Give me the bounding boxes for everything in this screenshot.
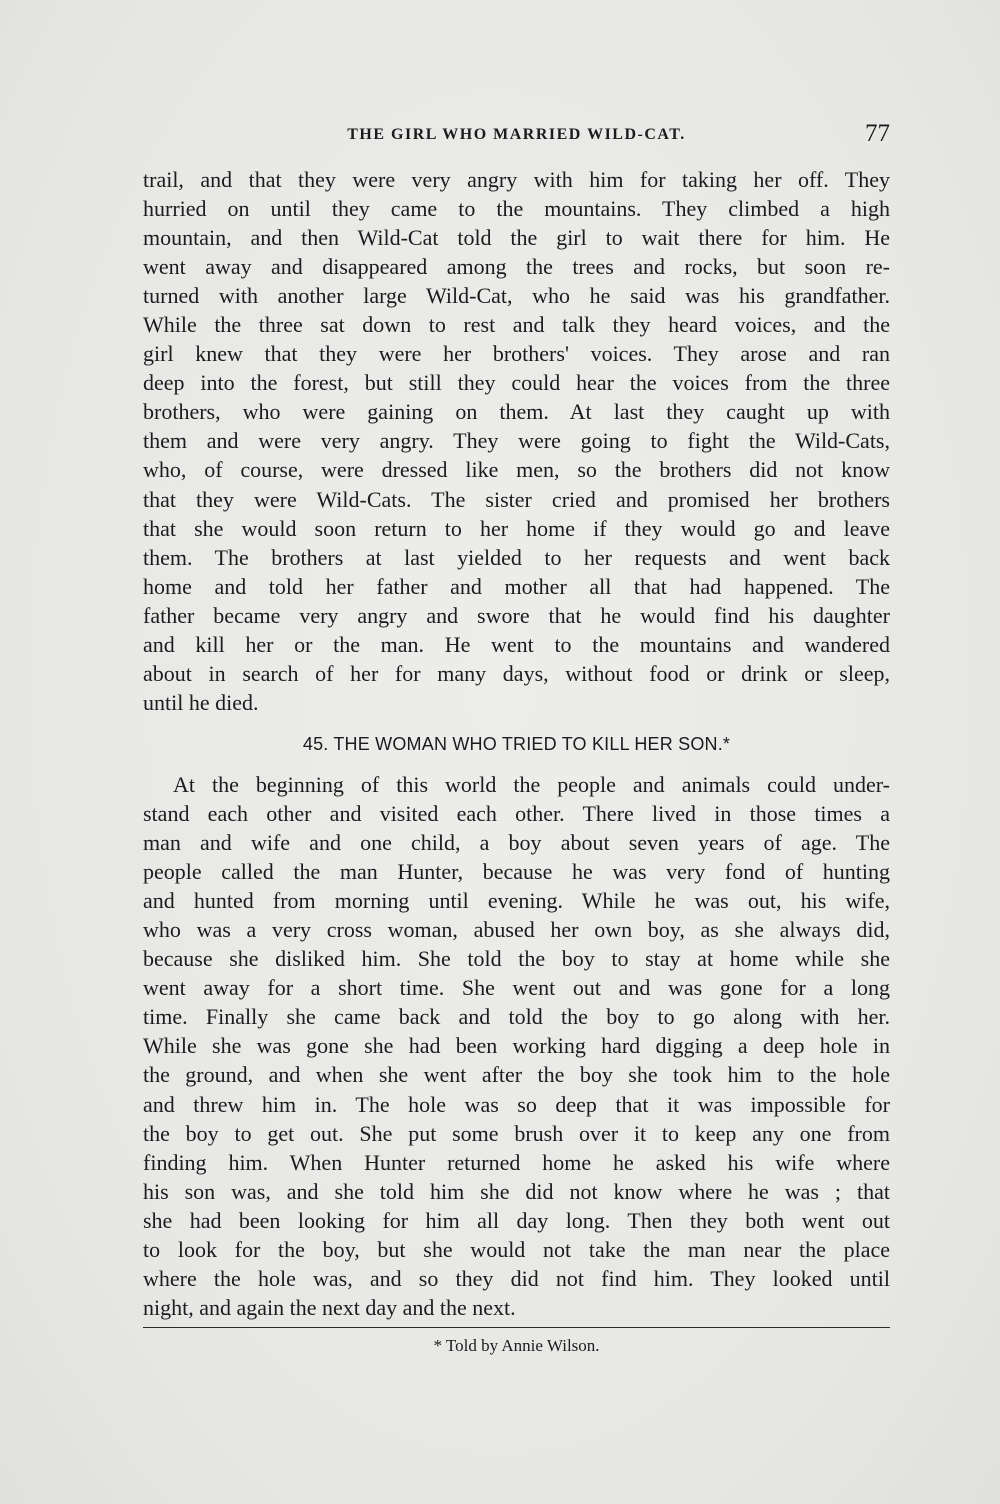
paragraph-story <box>143 770 890 1322</box>
text-line: turned with another large Wild-Cat, who he said was his grandfather. <box>143 283 890 309</box>
text-line: hurried on until they came to the mountains. They climbed a high <box>143 196 890 222</box>
text-line: that they were Wild-Cats. The sister cried and promised her brothers <box>143 486 890 512</box>
running-head <box>143 120 890 156</box>
text-line: deep into the forest, but still they could hear the voices from the three <box>143 370 890 396</box>
text-line: trail, and that they were very angry with him for taking her off. They <box>143 167 890 192</box>
text-line: While the three sat down to rest and talk they heard voices, and the <box>143 312 890 338</box>
page-number: 77 <box>865 120 890 147</box>
text-line: and threw him in. The hole was so deep that it was impossible for <box>143 1091 890 1117</box>
text-line: where the hole was, and so they did not find him. They looked until <box>143 1265 890 1291</box>
text-line: girl knew that they were her brothers' voices. They arose and ran <box>143 341 890 367</box>
text-line: she had been looking for him all day long. Then they both went out <box>143 1207 890 1233</box>
text-line: went away and disappeared among the trees and rocks, but soon re- <box>143 254 890 280</box>
text-line: about in search of her for many days, without food or drink or sleep, <box>143 660 890 686</box>
footnote: * Told by Annie Wilson. <box>433 1336 600 1355</box>
text-line: who, of course, were dressed like men, so the brothers did not know <box>143 457 890 483</box>
text-line: that she would soon return to her home if they would go and leave <box>143 515 890 541</box>
text-line: to look for the boy, but she would not take the man near the place <box>143 1236 890 1262</box>
section-heading: 45. THE WOMAN WHO TRIED TO KILL HER SON.* <box>302 734 731 754</box>
text-line: and hunted from morning until evening. While he was out, his wife, <box>143 888 890 914</box>
text-line: because she disliked him. She told the boy to stay at home while she <box>143 946 890 972</box>
text-line: At the beginning of this world the people and animals could under- <box>173 772 890 797</box>
text-line: brothers, who were gaining on them. At last they caught up with <box>143 399 890 425</box>
text-line: time. Finally she came back and told the boy to go along with her. <box>143 1004 890 1030</box>
text-line: While she was gone she had been working hard digging a deep hole in <box>143 1033 890 1059</box>
text-line: night, and again the next day and the next. <box>143 1294 516 1320</box>
text-line: them. The brothers at last yielded to her requests and went back <box>143 544 890 570</box>
text-line: people called the man Hunter, because he was very fond of hunting <box>143 859 890 885</box>
text-line: father became very angry and swore that he would find his daughter <box>143 602 890 628</box>
running-title: THE GIRL WHO MARRIED WILD-CAT. <box>347 126 686 143</box>
text-line: his son was, and she told him she did not know where he was ; that <box>143 1178 890 1204</box>
text-line: went away for a short time. She went out and was gone for a long <box>143 975 890 1001</box>
text-line: who was a very cross woman, abused her own boy, as she always did, <box>143 917 890 943</box>
paragraph-continuation <box>143 165 890 717</box>
text-line: the ground, and when she went after the boy she took him to the hole <box>143 1062 890 1088</box>
text-line: mountain, and then Wild-Cat told the girl to wait there for him. He <box>143 225 890 251</box>
footnote-rule <box>143 1327 890 1328</box>
text-line: man and wife and one child, a boy about seven years of age. The <box>143 830 890 856</box>
text-line: home and told her father and mother all that had happened. The <box>143 573 890 599</box>
text-line: finding him. When Hunter returned home he asked his wife where <box>143 1149 890 1175</box>
text-line: the boy to get out. She put some brush over it to keep any one from <box>143 1120 890 1146</box>
text-line: stand each other and visited each other. There lived in those times a <box>143 801 890 827</box>
text-line: and kill her or the man. He went to the mountains and wandered <box>143 631 890 657</box>
text-line: them and were very angry. They were going to fight the Wild-Cats, <box>143 428 890 454</box>
text-line: until he died. <box>143 689 259 715</box>
